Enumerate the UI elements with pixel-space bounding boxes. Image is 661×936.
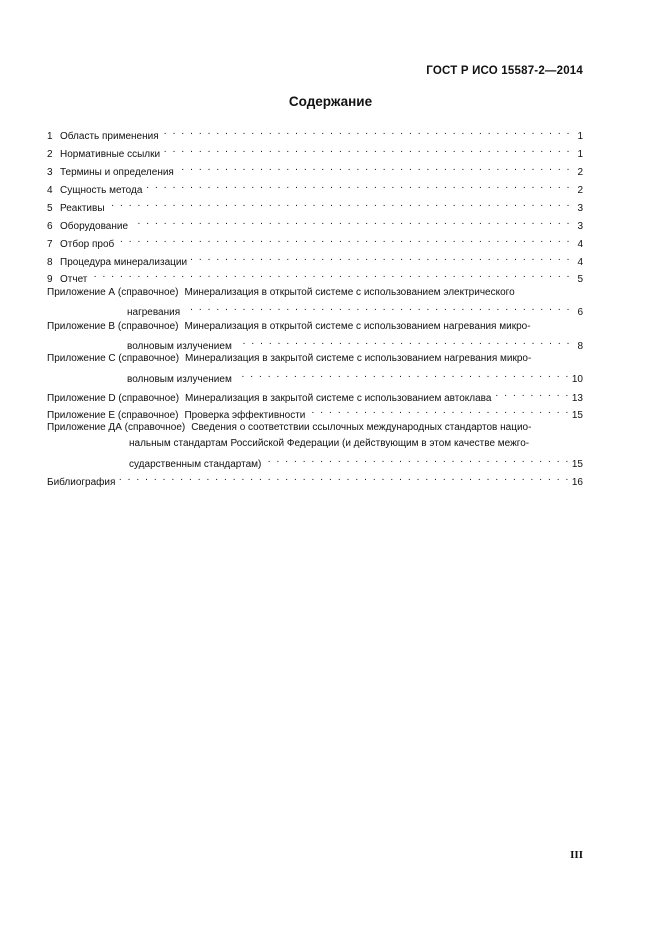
toc-entry-number: 7 (47, 239, 53, 250)
toc-entry-page: 15 (571, 459, 583, 470)
toc-appendix-da[interactable] (47, 421, 531, 435)
appendix-title: Минерализация в закрытой системе с использованием автоклава (185, 393, 492, 404)
toc-entry-number: 4 (47, 185, 53, 196)
page-number: III (570, 849, 583, 861)
toc-entry-page: 4 (577, 257, 583, 268)
toc-appendix-d[interactable] (47, 387, 583, 404)
toc-entry-8[interactable] (47, 251, 583, 268)
appendix-prefix: Приложение Е (справочное) (47, 410, 179, 421)
leader-dots (236, 368, 570, 382)
appendix-title: Сведения о соответствии ссылочных международных стандартов нацио- (191, 422, 532, 433)
appendix-title-cont: волновым излучением (127, 374, 232, 385)
toc-entry-label: Реактивы (60, 203, 105, 214)
toc-entry-label: Область применения (60, 131, 159, 142)
toc-entry-page: 10 (571, 374, 583, 385)
toc-appendix-a[interactable] (47, 286, 515, 300)
toc-entry-number: 3 (47, 167, 53, 178)
leader-dots (146, 179, 571, 193)
toc-entry-page: 2 (577, 167, 583, 178)
leader-dots (178, 161, 571, 175)
toc-entry-label: Процедура минерализации (60, 257, 188, 268)
toc-entry-label: Отчет (60, 274, 88, 285)
leader-dots (118, 233, 571, 247)
leader-dots (236, 335, 571, 349)
toc-entry-number: 2 (47, 149, 53, 160)
toc-entry-9[interactable] (47, 268, 583, 285)
toc-bibliography[interactable] (47, 471, 583, 488)
toc-entry-page: 16 (571, 477, 583, 488)
toc-entry-page: 1 (577, 131, 583, 142)
toc-entry-page: 2 (577, 185, 583, 196)
toc-entry-page: 6 (577, 307, 583, 318)
leader-dots (109, 197, 571, 211)
appendix-title: Минерализация в закрытой системе с использованием нагревания микро- (185, 353, 532, 364)
toc-entry-4[interactable] (47, 179, 583, 196)
toc-entry-page: 3 (577, 221, 583, 232)
appendix-title-cont: сударственным стандартам) (129, 459, 262, 470)
toc-entry-3[interactable] (47, 161, 583, 178)
document-code: ГОСТ Р ИСО 15587-2—2014 (426, 65, 583, 77)
leader-dots (119, 471, 569, 485)
toc-appendix-b[interactable] (47, 320, 531, 334)
appendix-title-cont: нагревания (127, 307, 181, 318)
toc-entry-7[interactable] (47, 233, 583, 250)
leader-dots (191, 251, 571, 265)
appendix-prefix: Приложение В (справочное) (47, 321, 179, 332)
appendix-title-cont: волновым излучением (127, 341, 232, 352)
toc-appendix-e[interactable] (47, 404, 583, 421)
toc-entry-1[interactable] (47, 125, 583, 142)
toc-entry-number: 8 (47, 257, 53, 268)
toc-entry-6[interactable] (47, 215, 583, 232)
toc-entry-page: 5 (577, 274, 583, 285)
leader-dots (265, 453, 569, 467)
toc-appendix-a-continuation[interactable] (127, 301, 583, 318)
toc-entry-page: 1 (577, 149, 583, 160)
leader-dots (309, 404, 569, 418)
leader-dots (91, 268, 571, 282)
toc-appendix-c[interactable] (47, 352, 531, 366)
toc-entry-5[interactable] (47, 197, 583, 214)
appendix-prefix: Приложение С (справочное) (47, 353, 180, 364)
toc-appendix-c-continuation[interactable] (127, 368, 583, 385)
appendix-title: Минерализация в открытой системе с использованием электрического (184, 287, 515, 298)
toc-entry-page: 15 (571, 410, 583, 421)
toc-appendix-b-continuation[interactable] (127, 335, 583, 352)
toc-entry-page: 13 (571, 393, 583, 404)
toc-entry-label: Библиография (47, 477, 116, 488)
leader-dots (163, 125, 571, 139)
appendix-title: Проверка эффективности (184, 410, 306, 421)
toc-entry-2[interactable] (47, 143, 583, 160)
toc-entry-label: Термины и определения (60, 167, 174, 178)
leader-dots (184, 301, 571, 315)
toc-entry-label: Сущность метода (60, 185, 143, 196)
toc-entry-page: 4 (577, 239, 583, 250)
toc-entry-label: Отбор проб (60, 239, 115, 250)
toc-entry-page: 3 (577, 203, 583, 214)
appendix-title: Минерализация в открытой системе с использованием нагревания микро- (184, 321, 531, 332)
toc-appendix-da-continuation[interactable] (129, 453, 583, 470)
leader-dots (495, 387, 569, 401)
appendix-prefix: Приложение А (справочное) (47, 287, 179, 298)
toc-appendix-da-line-2 (129, 437, 529, 451)
appendix-prefix: Приложение D (справочное) (47, 393, 180, 404)
toc-entry-page: 8 (577, 341, 583, 352)
toc-entry-label: Нормативные ссылки (60, 149, 161, 160)
appendix-prefix: Приложение ДА (справочное) (47, 422, 186, 433)
toc-entry-label: Оборудование (60, 221, 129, 232)
appendix-title-cont: нальным стандартам Российской Федерации (и действующим в этом качестве межго- (129, 438, 530, 449)
toc-entry-number: 9 (47, 274, 53, 285)
toc-entry-number: 5 (47, 203, 53, 214)
toc-entry-number: 6 (47, 221, 53, 232)
toc-title: Содержание (288, 94, 373, 109)
toc-entry-number: 1 (47, 131, 53, 142)
leader-dots (132, 215, 571, 229)
leader-dots (164, 143, 571, 157)
